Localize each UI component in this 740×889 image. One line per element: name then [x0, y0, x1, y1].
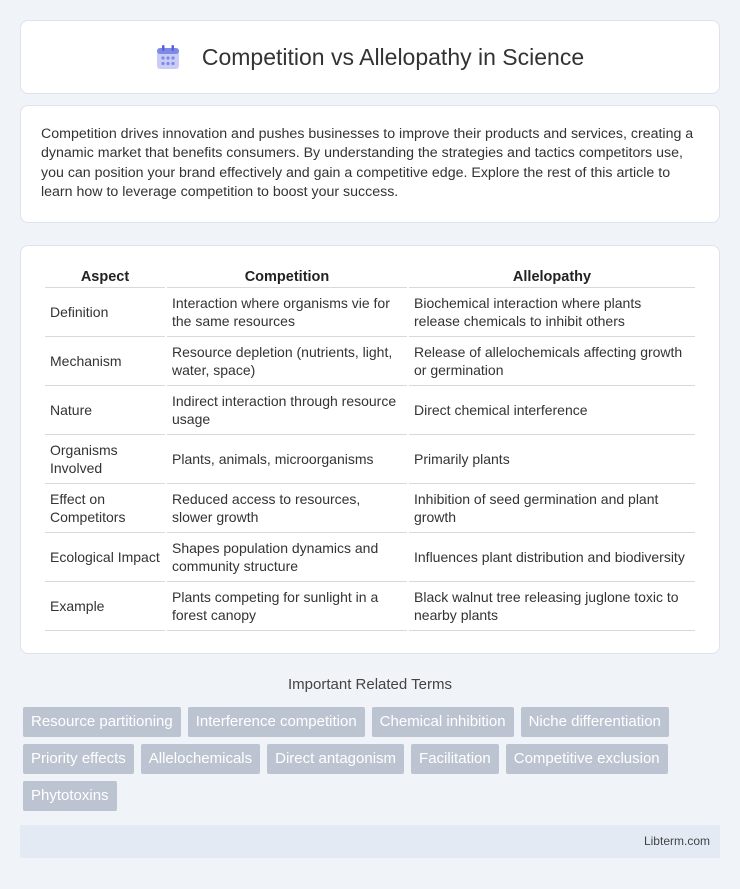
- related-term-tag[interactable]: Competitive exclusion: [506, 744, 668, 774]
- related-term-tag[interactable]: Phytotoxins: [23, 781, 117, 811]
- cell-competition: Shapes population dynamics and community structure: [167, 533, 407, 582]
- cell-competition: Indirect interaction through resource usage: [167, 386, 407, 435]
- footer: [20, 825, 720, 858]
- related-term-tag[interactable]: Interference competition: [188, 707, 365, 737]
- related-term-tag[interactable]: Facilitation: [411, 744, 499, 774]
- related-terms-list: [23, 707, 723, 811]
- cell-competition: Plants, animals, microorganisms: [167, 435, 407, 484]
- cell-competition: Interaction where organisms vie for the same resources: [167, 288, 407, 337]
- cell-allelopathy: Influences plant distribution and biodiversity: [409, 533, 695, 582]
- related-term-tag[interactable]: Niche differentiation: [521, 707, 669, 737]
- header-aspect: Aspect: [45, 266, 165, 288]
- table-header-row: [45, 266, 695, 288]
- cell-allelopathy: Release of allelochemicals affecting growth or germination: [409, 337, 695, 386]
- cell-aspect: Effect on Competitors: [45, 484, 165, 533]
- header-allelopathy: Allelopathy: [409, 266, 695, 288]
- cell-competition: Plants competing for sunlight in a forest canopy: [167, 582, 407, 631]
- cell-aspect: Definition: [45, 288, 165, 337]
- related-term-tag[interactable]: Priority effects: [23, 744, 134, 774]
- intro-card: [20, 105, 720, 223]
- cell-aspect: Example: [45, 582, 165, 631]
- cell-competition: Resource depletion (nutrients, light, water, space): [167, 337, 407, 386]
- table-row: [45, 582, 695, 631]
- table-row: [45, 288, 695, 337]
- header-competition: Competition: [167, 266, 407, 288]
- cell-aspect: Ecological Impact: [45, 533, 165, 582]
- comparison-table: [43, 266, 697, 631]
- cell-allelopathy: Biochemical interaction where plants release chemicals to inhibit others: [409, 288, 695, 337]
- table-row: [45, 435, 695, 484]
- calendar-grid-icon: [156, 44, 180, 70]
- footer-site-link[interactable]: Libterm.com: [643, 834, 710, 848]
- cell-aspect: Nature: [45, 386, 165, 435]
- cell-aspect: Organisms Involved: [45, 435, 165, 484]
- table-row: [45, 337, 695, 386]
- cell-allelopathy: Black walnut tree releasing juglone toxic to nearby plants: [409, 582, 695, 631]
- related-terms-title: Important Related Terms: [288, 676, 452, 693]
- intro-text: Competition drives innovation and pushes businesses to improve their products and services, creating a dynamic market that benefits consumers. By understanding the strategies and tactics competitors use, you can position your brand effectively and gain a competitive edge. Explore the rest of this article to learn how to leverage competition to boost your success.: [41, 126, 694, 201]
- header-card: [20, 20, 720, 94]
- page-title: Competition vs Allelopathy in Science: [201, 43, 585, 70]
- cell-allelopathy: Direct chemical interference: [409, 386, 695, 435]
- comparison-table-card: [20, 245, 720, 654]
- cell-allelopathy: Primarily plants: [409, 435, 695, 484]
- cell-competition: Reduced access to resources, slower growth: [167, 484, 407, 533]
- table-row: [45, 386, 695, 435]
- cell-aspect: Mechanism: [45, 337, 165, 386]
- table-row: [45, 533, 695, 582]
- table-row: [45, 484, 695, 533]
- related-term-tag[interactable]: Allelochemicals: [141, 744, 260, 774]
- related-term-tag[interactable]: Resource partitioning: [23, 707, 181, 737]
- related-term-tag[interactable]: Direct antagonism: [267, 744, 404, 774]
- cell-allelopathy: Inhibition of seed germination and plant growth: [409, 484, 695, 533]
- related-term-tag[interactable]: Chemical inhibition: [372, 707, 514, 737]
